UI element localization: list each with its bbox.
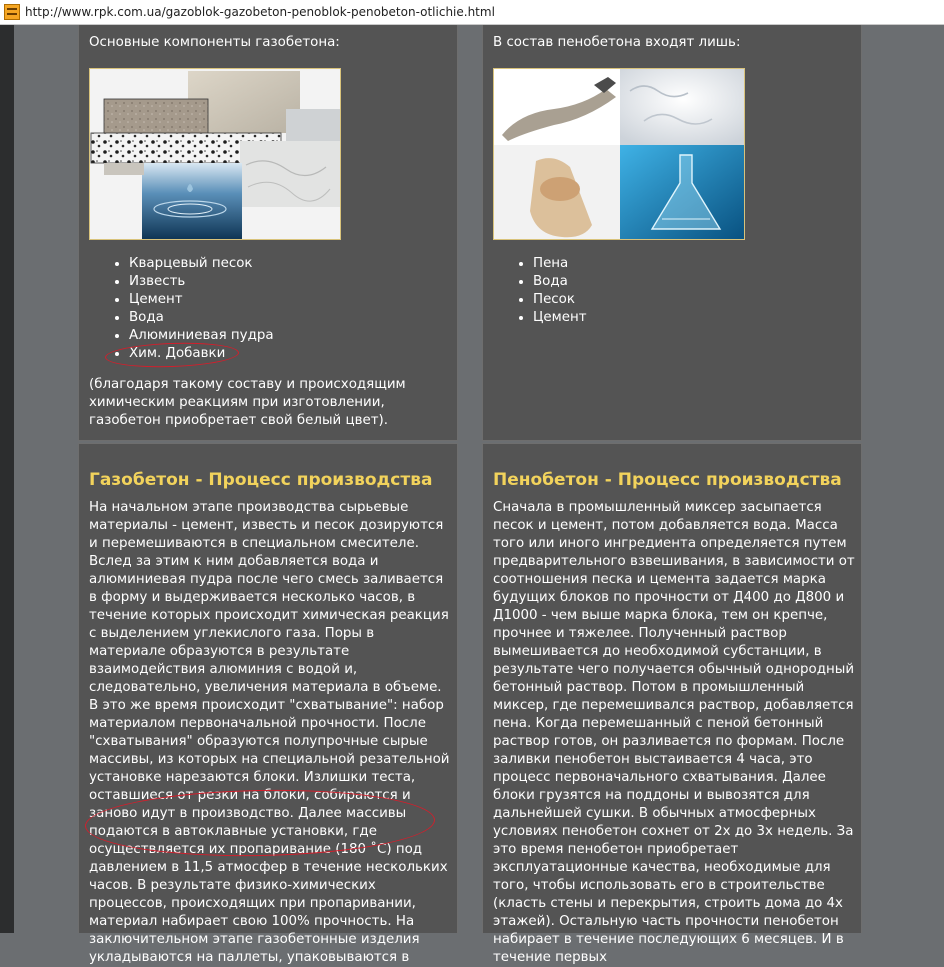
address-bar[interactable]: [0, 0, 944, 25]
list-item: • Известь: [129, 273, 274, 291]
gazobeton-process-text: На начальном этапе производства сырьевые материалы - цемент, известь и песок дозируются и перемешиваются в специальном смесителе. Вслед за этим к ним добавляется вода и алюминиевая пудра после чего смесь заливается в форму и выдерживается несколько часов, в течение которых происходит химическая реакция с выделением углекислого газа. Поры в материале образуются в результате взаимодействия алюминия с водой и, следовательно, увеличения материала в объеме. В это же время происходит "схватывание": набор материалом первоначальной прочности. После "схватывания" образуются полупрочные сырые массивы, из которых на специальной резательной установке нарезаются блоки. Излишки теста, оставшиеся от резки на блоки, собираются и заново идут в производство. Далее массивы подаются в автоклавные установки, где осуществляется их пропаривание (180 ˚С) под давлением в 11,5 атмосфер в течение нескольких часов. В результате физико-химических процессов, происходящих при пропаривании, материал набирает свою 100% прочность. На заключительном этапе газобетонные изделия укладываются на паллеты, упаковываются в: [89, 500, 450, 965]
gazobeton-process-title: Газобетон - Процесс производства: [89, 470, 433, 490]
list-item: • Песок: [533, 291, 587, 309]
url-text[interactable]: http://www.rpk.com.ua/gazoblok-gazobeton-penoblok-penobeton-otlichie.html: [25, 5, 495, 19]
penobeton-process-text: Сначала в промышленный миксер засыпается песок и цемент, потом добавляется вода. Масса того или иного ингредиента определяется путем предварительного взвешивания, в зависимости от соотношения песка и цемента задается марка будущих блоков по прочности от Д400 до Д800 и Д1000 - чем выше марка блока, тем он крепче, прочнее и тяжелее. Полученный раствор вымешивается до необходимой субстанции, в результате чего получается обычный однородный бетонный раствор. Потом в промышленный миксер, где перемешивался раствор, добавляется пена. Когда перемешанный с пеной бетонный раствор готов, он разливается по формам. После заливки пенобетон выстаивается 4 часа, это процесс первоначального схватывания. Далее блоки грузятся на поддоны и вывозятся для дальнейшей сушки. В обычных атмосферных условиях пенобетон сохнет от 2х до 3х недель. За это время пенобетон приобретает эксплуатационные качества, необходимые для того, чтобы использовать его в строительстве (класть стены и перекрытия, строить дома до 4х этажей). Остальную часть прочности пенобетон набирает в течение последующих 6 месяцев. И в течение первых: [493, 500, 855, 965]
rpk-favicon-icon: [4, 4, 20, 20]
penobeton-process-title: Пенобетон - Процесс производства: [493, 470, 842, 490]
gazobeton-components-heading: Основные компоненты газобетона:: [89, 35, 340, 50]
list-item: • Алюминиевая пудра: [129, 327, 274, 345]
list-item: • Хим. Добавки: [129, 345, 274, 363]
list-item: • Пена: [533, 255, 587, 273]
gazobeton-process-panel: [78, 443, 458, 965]
list-item: • Цемент: [129, 291, 274, 309]
penobeton-components-list: [513, 255, 587, 327]
penobeton-process-panel: [482, 443, 862, 965]
penobeton-components-image: [493, 68, 745, 240]
left-gutter: [14, 25, 66, 933]
gazobeton-components-note: (благодаря такому составу и происходящим химическим реакциям при изготовлении, газобетон приобретает свой белый цвет).: [89, 377, 406, 428]
penobeton-components-heading: В состав пенобетона входят лишь:: [493, 35, 741, 50]
gazobeton-components-panel: [78, 25, 458, 441]
left-dark-strip: [0, 25, 14, 933]
penobeton-collage-svg: [494, 69, 745, 240]
list-item: • Вода: [129, 309, 274, 327]
list-item: • Кварцевый песок: [129, 255, 274, 273]
list-item: • Цемент: [533, 309, 587, 327]
gazobeton-components-image: [89, 68, 341, 240]
penobeton-components-panel: [482, 25, 862, 441]
gazobeton-collage-svg: [90, 69, 341, 240]
list-item: • Вода: [533, 273, 587, 291]
